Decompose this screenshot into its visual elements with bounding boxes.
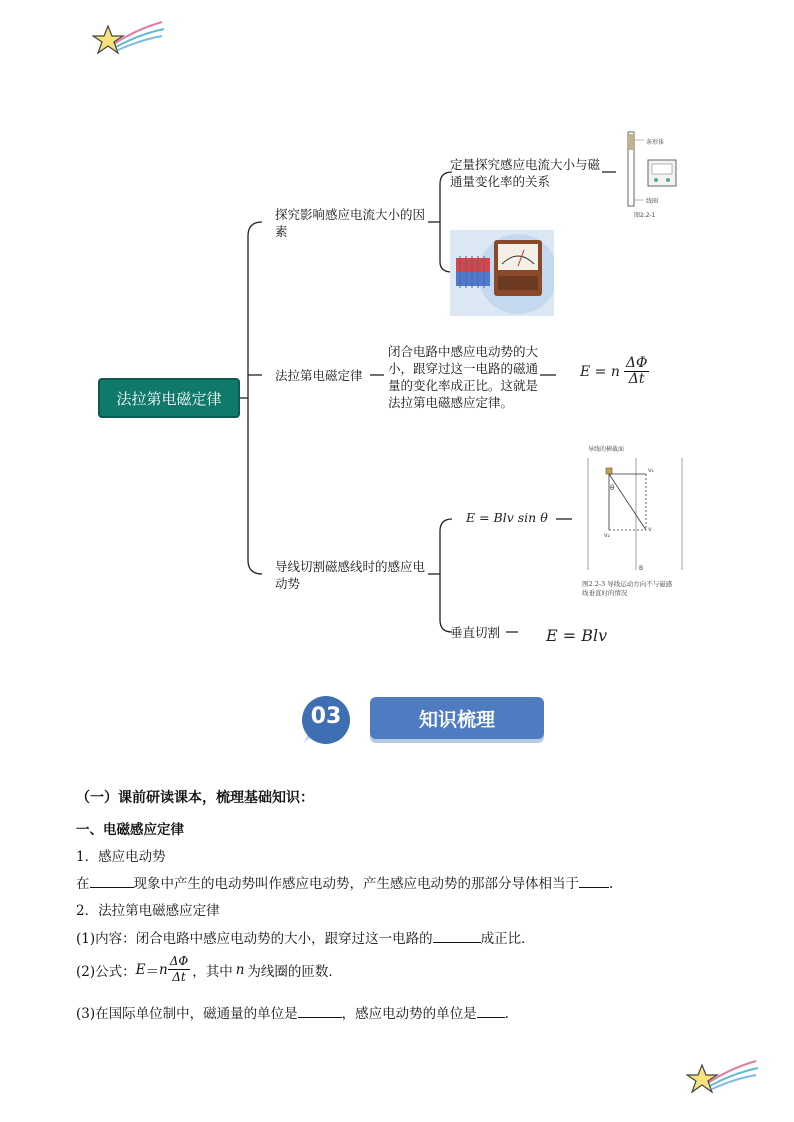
section-number: 03 xyxy=(310,704,342,729)
branch3-sub2-label: 垂直切割 xyxy=(450,625,501,640)
item2-1-b: 成正比． xyxy=(480,931,535,947)
fig1-label-bottom: 线圈 xyxy=(646,198,659,205)
fig1-label-top: 条形体 xyxy=(646,139,665,146)
wire-cutting-diagram xyxy=(582,440,694,580)
wire-cutting-figure xyxy=(582,440,694,600)
mindmap-root: 法拉第电磁定律 xyxy=(98,378,240,418)
faraday-formula-fraction xyxy=(624,356,650,387)
wire-fig-label-v2: v₂ xyxy=(604,532,610,539)
coil-experiment-figure xyxy=(622,130,682,222)
item2-2-a: (2)公式： xyxy=(76,963,136,980)
item2-1-a: (1)内容：闭合电路中感应电动势的大小，跟穿过这一电路的 xyxy=(76,931,433,947)
branch1-label-line1: 探究影响感应电流大小的因 xyxy=(275,207,426,222)
wire-fig-label-v1: v₁ xyxy=(648,467,654,474)
section-h1: 一、电磁感应定律 xyxy=(76,822,184,838)
wire-fig-label-theta: θ xyxy=(610,484,615,492)
branch1-label-line2: 素 xyxy=(275,224,288,239)
branch3-sub1-formula: E = Blv sin θ xyxy=(466,510,548,525)
item2-2 xyxy=(76,954,342,985)
item2-2-e: E xyxy=(135,961,146,978)
branch2-desc-line2: 小，跟穿过这一电路的磁通 xyxy=(388,361,539,376)
wire-fig-label-b: B xyxy=(639,565,644,572)
faraday-formula-lhs: E = n xyxy=(580,363,620,380)
branch2-desc-line1: 闭合电路中感应电动势的大 xyxy=(388,344,539,359)
item2-3-b: ，感应电动势的单位是 xyxy=(341,1006,477,1022)
item2-2-b: ，其中 xyxy=(192,963,233,980)
branch2-desc-line3: 量的变化率成正比。这就是 xyxy=(388,378,539,393)
item2-2-c: 为线圈的匝数． xyxy=(247,963,342,980)
branch3-label xyxy=(275,558,435,592)
item2-1 xyxy=(76,927,535,947)
item2-title: 2．法拉第电磁感应定律 xyxy=(76,903,220,919)
wire-fig-caption-line2: 线垂直时的情况 xyxy=(582,589,628,597)
wire-fig-caption-line1: 图2.2-3 导线运动方向不与磁感 xyxy=(582,580,673,588)
blank-field[interactable] xyxy=(298,1003,342,1018)
blank-field[interactable] xyxy=(579,873,609,888)
blank-field[interactable] xyxy=(433,928,481,943)
item1-text-a: 在 xyxy=(76,876,90,892)
item1-title: 1．感应电动势 xyxy=(76,849,166,865)
faraday-formula-den: Δt xyxy=(628,371,645,387)
branch2-desc-line4: 法拉第电磁感应定律。 xyxy=(388,395,514,410)
branch3-sub2-formula: E = Blv xyxy=(546,626,608,645)
item1-text-c: . xyxy=(609,876,614,892)
branch1-sub1-line1: 定量探究感应电流大小与磁 xyxy=(450,157,601,172)
fig1-caption: 图2.2-1 xyxy=(634,212,656,219)
wire-fig-title: 导线的横截面 xyxy=(588,446,625,453)
branch1-sub1 xyxy=(450,156,610,190)
branch1-label xyxy=(275,206,435,240)
item2-2-n2: n xyxy=(235,961,245,978)
item2-3 xyxy=(76,1002,509,1022)
branch3-label-line2: 动势 xyxy=(275,576,301,591)
item2-2-num: ΔΦ xyxy=(169,954,189,968)
item1-text-b: 现象中产生的电动势叫作感应电动势，产生感应电动势的那部分导体相当于 xyxy=(133,876,579,892)
item2-2-den: Δt xyxy=(172,970,186,984)
wire-fig-caption xyxy=(582,580,694,598)
star-icon xyxy=(686,1057,760,1097)
faraday-formula xyxy=(580,356,649,387)
galvanometer-figure xyxy=(450,230,554,316)
branch3-label-line1: 导线切割磁感线时的感应电 xyxy=(275,559,426,574)
branch2-label: 法拉第电磁定律 xyxy=(275,368,363,383)
item2-3-c: . xyxy=(504,1006,509,1022)
blank-field[interactable] xyxy=(477,1003,505,1018)
blank-field[interactable] xyxy=(90,873,134,888)
branch1-sub1-line2: 通量变化率的关系 xyxy=(450,174,551,189)
section-title: 知识梳理 xyxy=(370,697,544,739)
galvanometer-icon xyxy=(450,230,554,316)
item2-3-a: (3)在国际单位制中，磁通量的单位是 xyxy=(76,1006,298,1022)
item2-2-n: n xyxy=(158,961,168,978)
content-heading: （一）课前研读课本，梳理基础知识： xyxy=(76,790,314,806)
branch2-description xyxy=(388,343,544,411)
faraday-formula-num: ΔΦ xyxy=(625,355,648,371)
item2-2-eq: ＝ xyxy=(145,963,159,980)
wire-fig-label-v: v xyxy=(648,526,652,533)
item2-2-fraction xyxy=(168,954,191,985)
item1-text xyxy=(76,872,613,892)
